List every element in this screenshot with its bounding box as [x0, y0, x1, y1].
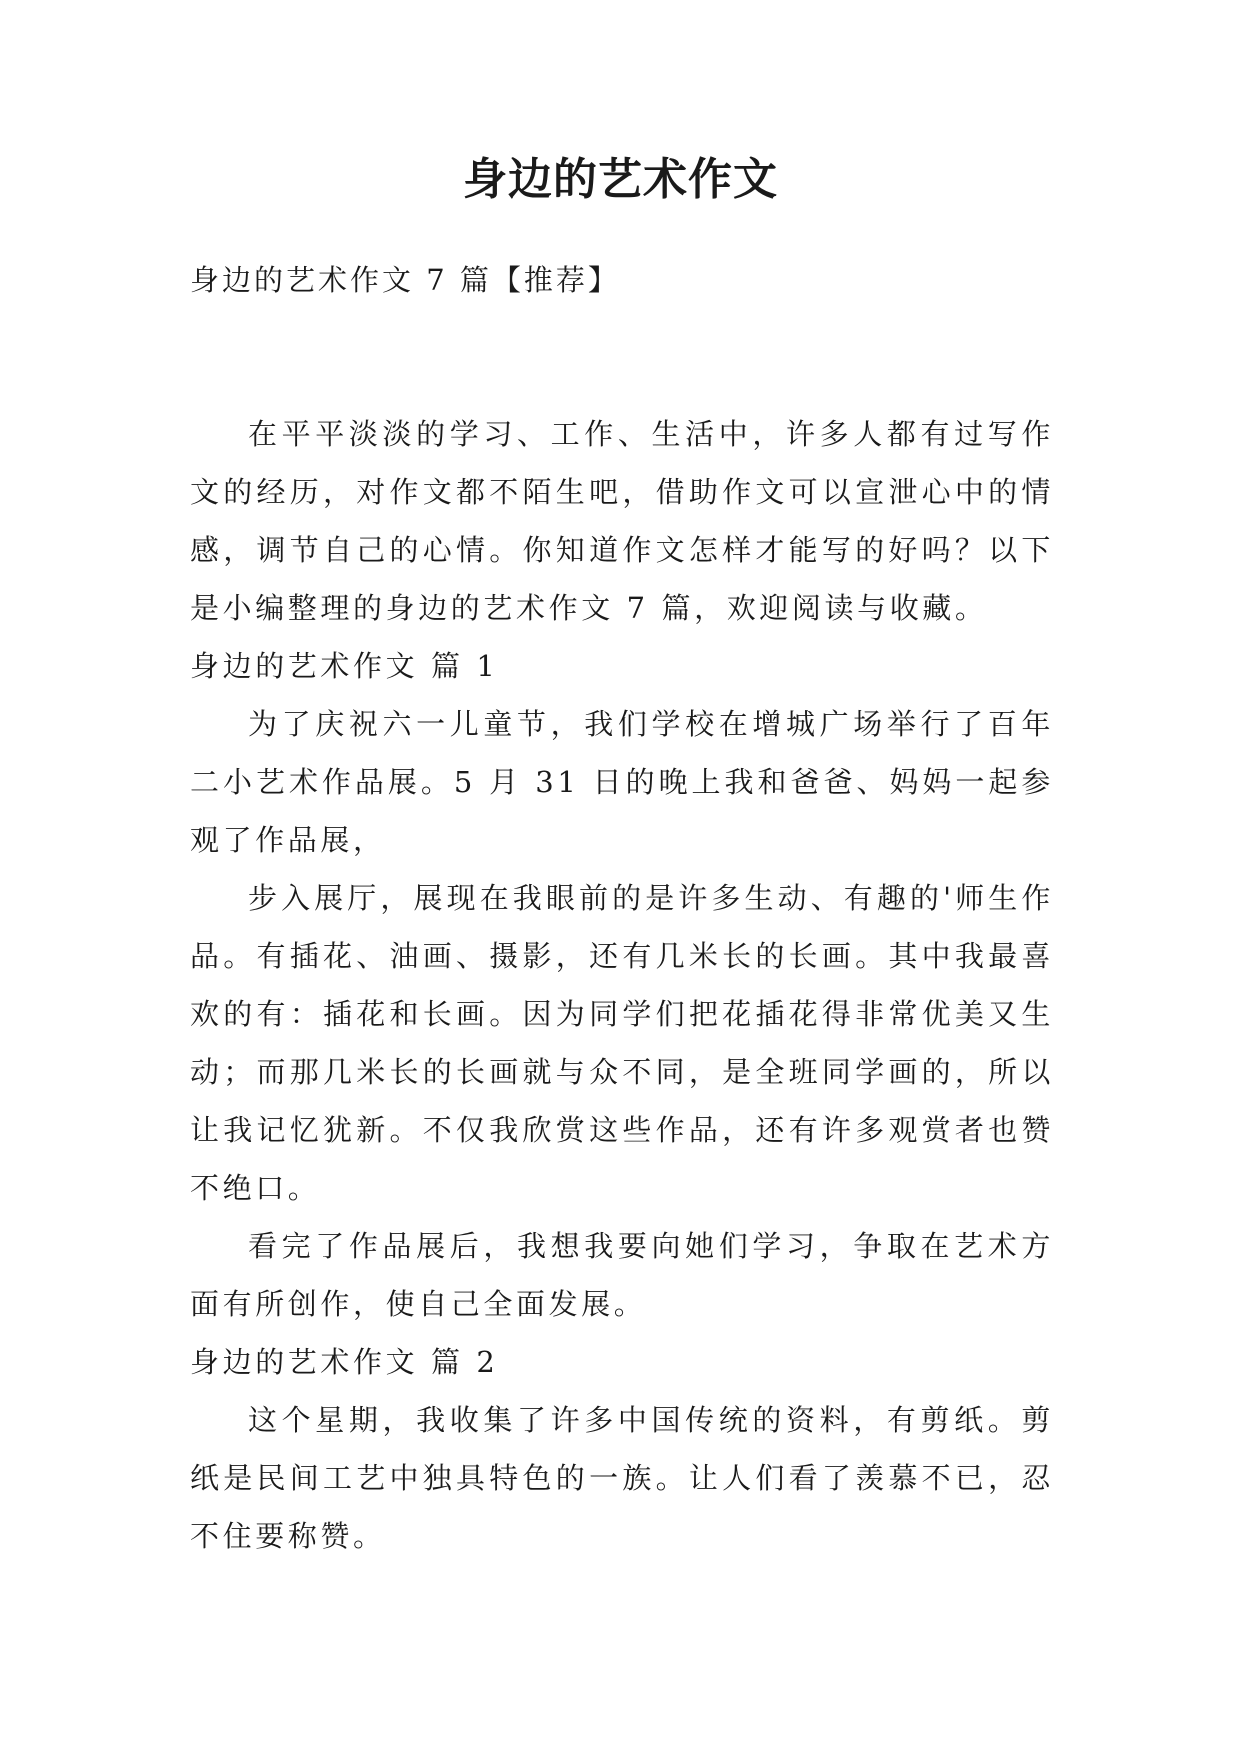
section-heading: 身边的艺术作文 篇 1	[190, 649, 499, 683]
document-title: 身边的艺术作文	[463, 154, 778, 205]
section-paragraph: 为了庆祝六一儿童节，我们学校在增城广场举行了百年二小艺术作品展。5 月 31 日的晚上我和爸爸、妈妈一起参观了作品展，	[190, 707, 1054, 857]
section-paragraph: 看完了作品展后，我想我要向她们学习，争取在艺术方面有所创作，使自己全面发展。	[190, 1229, 1054, 1321]
section-heading: 身边的艺术作文 篇 2	[190, 1345, 499, 1379]
intro-paragraph: 在平平淡淡的学习、工作、生活中，许多人都有过写作文的经历，对作文都不陌生吧，借助作文可以宣泄心中的情感，调节自己的心情。你知道作文怎样才能写的好吗？以下是小编整理的身边的艺术作文 7 篇，欢迎阅读与收藏。	[190, 417, 1054, 625]
document-subtitle: 身边的艺术作文 7 篇【推荐】	[190, 263, 620, 297]
section-paragraph: 步入展厅，展现在我眼前的是许多生动、有趣的'师生作品。有插花、油画、摄影，还有几米长的长画。其中我最喜欢的有：插花和长画。因为同学们把花插花得非常优美又生动；而那几米长的长画就与众不同，是全班同学画的，所以让我记忆犹新。不仅我欣赏这些作品，还有许多观赏者也赞不绝口。	[190, 881, 1054, 1205]
section-paragraph: 这个星期，我收集了许多中国传统的资料，有剪纸。剪纸是民间工艺中独具特色的一族。让人们看了羡慕不已，忍不住要称赞。	[190, 1403, 1054, 1553]
document-body	[190, 405, 1054, 1565]
